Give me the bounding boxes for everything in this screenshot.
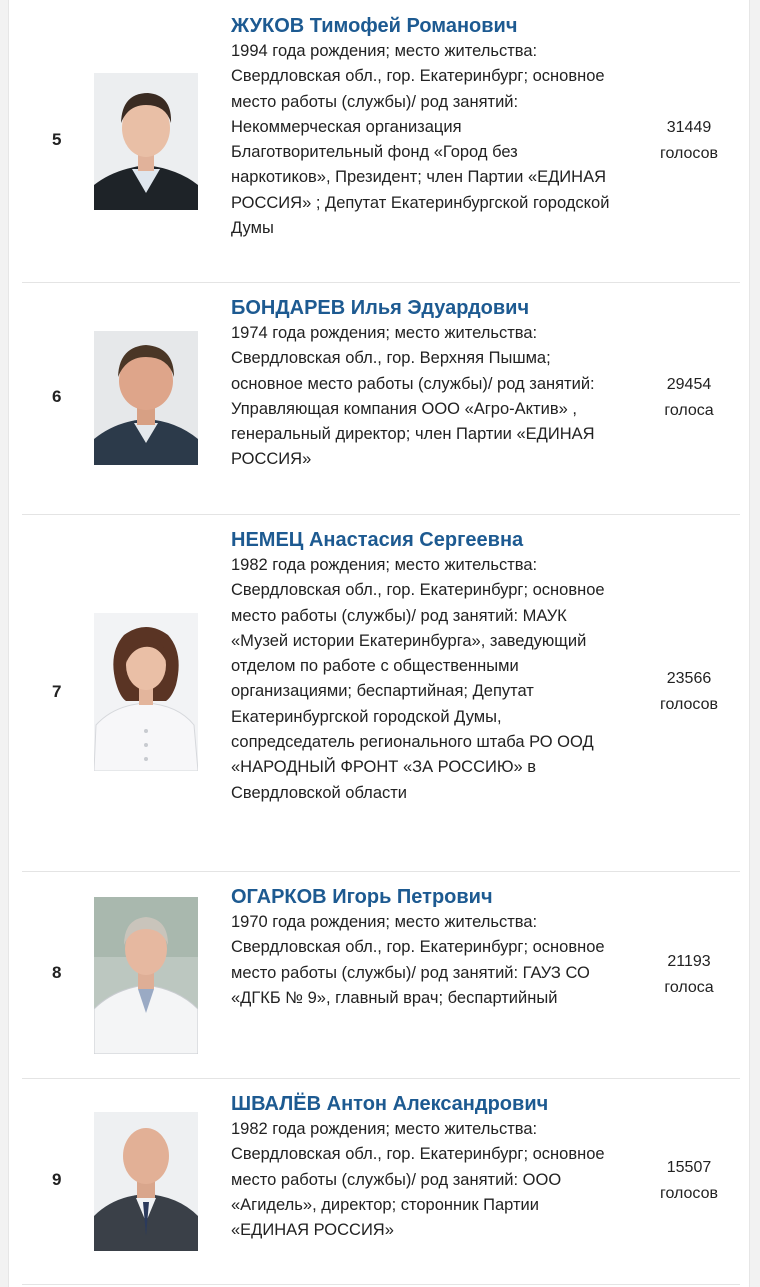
candidate-number: 5 (52, 130, 62, 149)
candidate-surname: БОНДАРЕВ (231, 297, 346, 319)
candidate-name[interactable] (231, 1091, 611, 1117)
vote-number: 31449 (666, 119, 712, 136)
candidate-name[interactable] (231, 884, 611, 910)
candidate-given-name: Игорь Петрович (332, 886, 493, 908)
candidate-photo (94, 331, 198, 465)
candidate-surname: НЕМЕЦ (231, 529, 304, 551)
candidate-info (231, 527, 611, 806)
candidate-surname: ЖУКОВ (231, 15, 305, 37)
candidate-info (231, 295, 611, 473)
candidate-photo (94, 613, 198, 771)
candidate-surname: ОГАРКОВ (231, 886, 327, 908)
vote-count (622, 1155, 756, 1207)
vote-number: 21193 (667, 953, 711, 970)
vote-count (622, 372, 756, 424)
candidate-description: 1982 года рождения; место жительства: Свердловская обл., гор. Екатеринбург; основное место работы (службы)/ род занятий: ООО «Агидель», директор; сторонник Партии «ЕДИНАЯ РОССИЯ» (231, 1120, 605, 1240)
candidate-row (22, 871, 740, 1079)
candidate-photo (94, 73, 198, 210)
candidate-given-name: Анастасия Сергеевна (308, 529, 524, 551)
candidate-photo (94, 897, 198, 1054)
person-portrait-icon (94, 897, 198, 1054)
candidate-info (231, 13, 611, 241)
candidate-description: 1994 года рождения; место жительства: Свердловская обл., гор. Екатеринбург; основное место работы (службы)/ род занятий: Некоммерческая организация Благотворительный фонд «Город без наркотиков», Президент; член Партии «ЕДИНАЯ РОССИЯ» ; Депутат Екатеринбургской городской Думы (231, 42, 610, 238)
candidate-given-name: Илья Эдуардович (350, 297, 530, 319)
candidate-row (22, 0, 740, 283)
vote-count (622, 949, 756, 1001)
candidate-given-name: Тимофей Романович (309, 15, 518, 37)
candidate-row (22, 514, 740, 872)
vote-count (622, 115, 756, 167)
vote-word: голосов (659, 696, 719, 713)
candidate-info (231, 884, 611, 1011)
candidate-description: 1970 года рождения; место жительства: Свердловская обл., гор. Екатеринбург; основное место работы (службы)/ род занятий: ГАУЗ СО «ДГКБ № 9», главный врач; беспартийный (231, 913, 605, 1007)
vote-word: голоса (664, 979, 714, 996)
candidate-name[interactable] (231, 295, 611, 321)
vote-number: 23566 (666, 670, 712, 687)
candidate-number: 8 (52, 963, 62, 982)
right-edge (749, 0, 760, 1287)
candidate-number: 6 (52, 387, 62, 406)
vote-word: голосов (659, 145, 719, 162)
vote-number: 29454 (666, 376, 712, 393)
left-edge (0, 0, 9, 1287)
person-portrait-icon (94, 331, 198, 465)
candidate-number: 9 (52, 1170, 62, 1189)
vote-word: голоса (664, 402, 714, 419)
candidate-name[interactable] (231, 13, 611, 39)
vote-word: голосов (659, 1185, 719, 1202)
candidate-description: 1982 года рождения; место жительства: Свердловская обл., гор. Екатеринбург; основное место работы (службы)/ род занятий: МАУК «Музей истории Екатеринбурга», заведующий отделом по работе с общественными организациями; беспартийная; Депутат Екатеринбургской городской Думы, сопредседатель регионального штаба РО ООД «НАРОДНЫЙ ФРОНТ «ЗА РОССИЮ» в Свердловской области (231, 556, 605, 802)
person-portrait-icon (94, 1112, 198, 1251)
vote-count (622, 666, 756, 718)
person-portrait-icon (94, 613, 198, 771)
vote-number: 15507 (666, 1159, 712, 1176)
candidate-photo (94, 1112, 198, 1251)
person-portrait-icon (94, 73, 198, 210)
candidate-row (22, 282, 740, 515)
candidate-surname: ШВАЛЁВ (231, 1093, 322, 1115)
candidate-description: 1974 года рождения; место жительства: Свердловская обл., гор. Верхняя Пышма; основное место работы (службы)/ род занятий: Управляющая компания ООО «Агро-Актив» , генеральный директор; член Партии «ЕДИНАЯ РОССИЯ» (231, 324, 595, 469)
candidate-given-name: Антон Александрович (326, 1093, 549, 1115)
candidate-number: 7 (52, 682, 62, 701)
candidate-info (231, 1091, 611, 1243)
candidate-name[interactable] (231, 527, 611, 553)
candidate-row (22, 1078, 740, 1285)
